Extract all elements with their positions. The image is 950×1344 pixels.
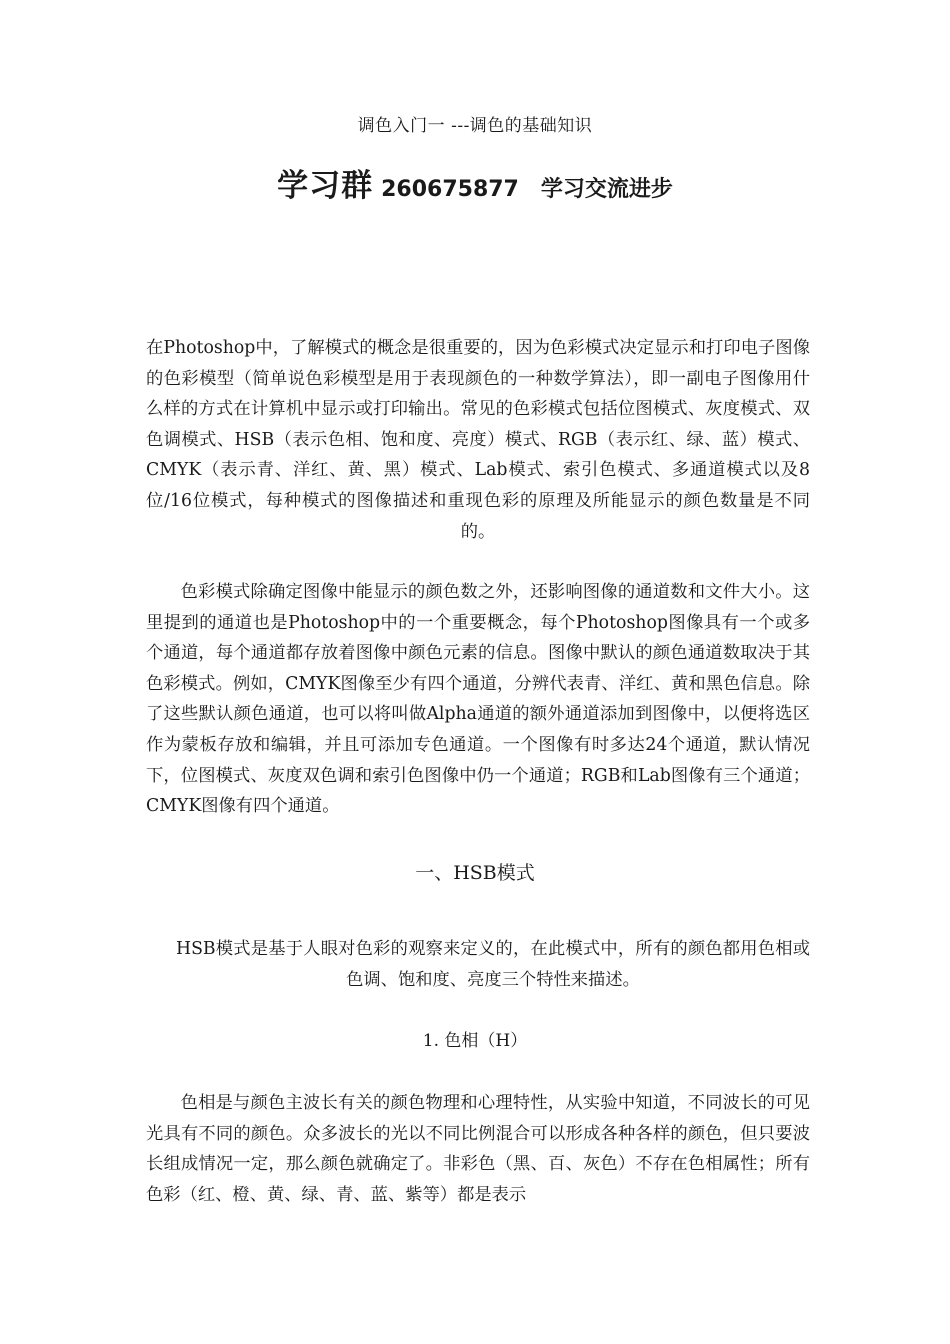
study-group-banner: [0, 160, 950, 205]
document-title: 调色入门一 ---调色的基础知识: [357, 116, 593, 136]
study-group-number: 260675877: [381, 177, 519, 202]
section-heading-hsb: 一、HSB模式: [415, 862, 535, 884]
hsb-paragraph: HSB模式是基于人眼对色彩的观察来定义的，在此模式中，所有的颜色都用色相或色调、饱和度、亮度三个特性来描述。: [176, 939, 810, 990]
channels-paragraph: 色彩模式除确定图像中能显示的颜色数之外，还影响图像的通道数和文件大小。这里提到的通道也是Photoshop中的一个重要概念，每个Photoshop图像具有一个或多个通道，每个通道都存放着图像中颜色元素的信息。图像中默认的颜色通道数取决于其色彩模式。例如，CMYK图像至少有四个通道，分辨代表青、洋红、黄和黑色信息。除了这些默认颜色通道，也可以将叫做Alpha通道的额外通道添加到图像中，以便将选区作为蒙板存放和编辑，并且可添加专色通道。一个图像有时多达24个通道，默认情况下，位图模式、灰度双色调和索引色图像中仍一个通道；RGB和Lab图像有三个通道；CMYK图像有四个通道。: [146, 582, 810, 817]
hue-paragraph: 色相是与颜色主波长有关的颜色物理和心理特性，从实验中知道，不同波长的可见光具有不同的颜色。众多波长的光以不同比例混合可以形成各种各样的颜色，但只要波长组成情况一定，那么颜色就确定了。非彩色（黑、百、灰色）不存在色相属性；所有色彩（红、橙、黄、绿、青、蓝、紫等）都是表示: [146, 1093, 810, 1205]
study-group-slogan: 学习交流进步: [540, 177, 673, 202]
subsection-heading-hue: 1. 色相（H）: [422, 1031, 528, 1051]
study-group-label: 学习群: [277, 168, 374, 204]
intro-paragraph: 在Photoshop中，了解模式的概念是很重要的，因为色彩模式决定显示和打印电子图像的色彩模型（简单说色彩模型是用于表现颜色的一种数学算法），即一副电子图像用什么样的方式在计算机中显示或打印输出。常见的色彩模式包括位图模式、灰度模式、双色调模式、HSB（表示色相、饱和度、亮度）模式、RGB（表示红、绿、蓝）模式、CMYK（表示青、洋红、黄、黑）模式、Lab模式、索引色模式、多通道模式以及8位/16位模式，每种模式的图像描述和重现色彩的原理及所能显示的颜色数量是不同的。: [146, 338, 810, 542]
